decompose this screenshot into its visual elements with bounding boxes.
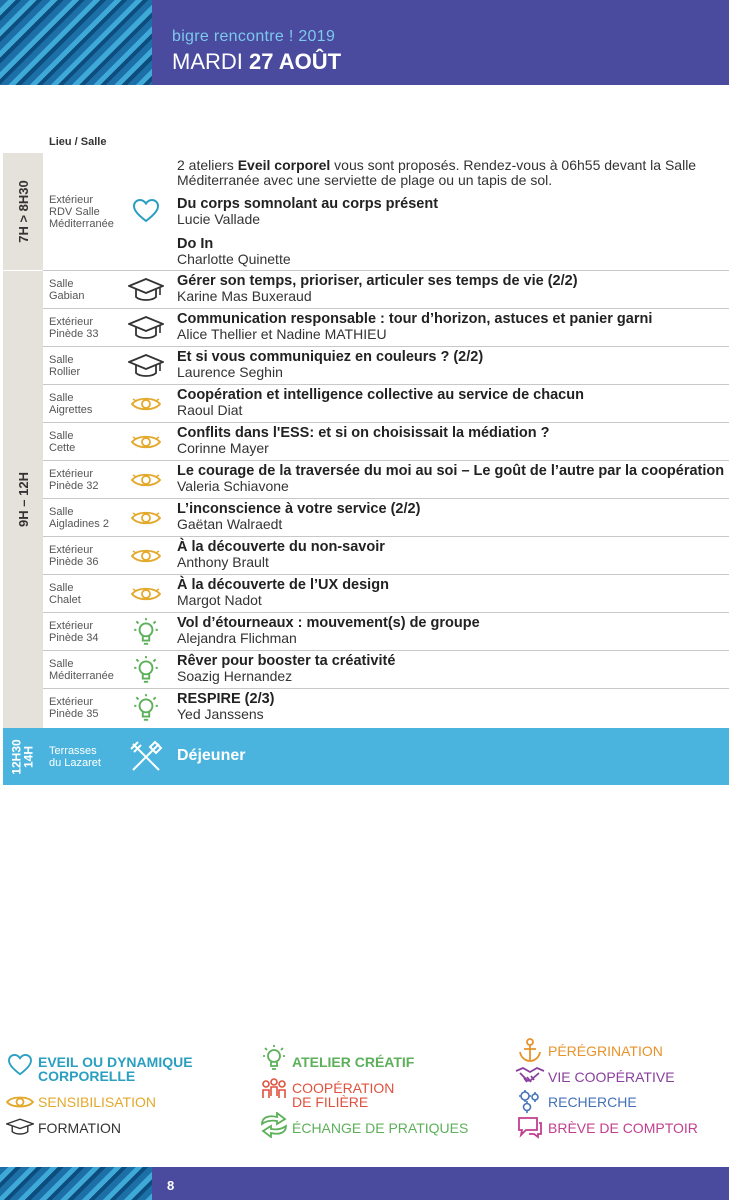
graduation-cap-icon (4, 1114, 36, 1140)
lightbulb-icon (128, 693, 164, 723)
session-speaker: Valeria Schiavone (177, 478, 289, 494)
location (49, 745, 101, 769)
event-subtitle: bigre rencontre ! 2019 (172, 28, 336, 45)
legend-echange (258, 1112, 468, 1138)
session-text (177, 654, 725, 685)
location-line: Salle (49, 392, 74, 404)
legend-label: FORMATION (38, 1120, 121, 1136)
session-title: Du corps somnolant au corps présent (177, 196, 439, 212)
date-label: 27 AOÛT (249, 49, 342, 74)
graduation-cap-icon (128, 275, 164, 305)
legend-line: COOPÉRATION (292, 1080, 395, 1096)
location-line: RDV Salle (49, 206, 100, 218)
location-line: Rollier (49, 366, 81, 378)
eye-icon (128, 389, 164, 419)
eye-icon (128, 503, 164, 533)
legend-recherche (514, 1088, 637, 1114)
eye-icon (4, 1089, 36, 1115)
session-text (177, 540, 725, 571)
legend-label (292, 1081, 394, 1109)
session-speaker: Alejandra Flichman (177, 630, 297, 646)
heart-icon (128, 196, 164, 226)
session-row (43, 651, 729, 689)
location-line: Chalet (49, 594, 81, 606)
session-text (177, 578, 725, 609)
legend-breve (514, 1114, 698, 1140)
session-speaker: Soazig Hernandez (177, 668, 293, 684)
location-line: Salle (49, 430, 74, 442)
session-speaker: Alice Thellier et Nadine MATHIEU (177, 326, 387, 342)
session-speaker: Lucie Vallade (177, 211, 261, 227)
early-session-row (43, 153, 729, 271)
location (49, 506, 129, 530)
location-line: Extérieur (49, 544, 94, 556)
intro-text: 2 ateliers (177, 157, 238, 173)
legend-sensibilisation (4, 1089, 156, 1115)
session-row (43, 575, 729, 613)
location-line: Extérieur (49, 620, 94, 632)
session-title: Communication responsable : tour d’horizon, astuces et panier garni (177, 311, 653, 327)
session-title: Le courage de la traversée du moi au soi – Le goût de l’autre par la coopération (177, 463, 725, 479)
session-text (177, 426, 725, 457)
page-title (172, 49, 341, 75)
intro-bold: Eveil corporel (237, 157, 331, 173)
session-title: Gérer son temps, prioriser, articuler ses temps de vie (2/2) (177, 273, 578, 289)
session-speaker: Corinne Mayer (177, 440, 269, 456)
legend-cooperation (258, 1078, 394, 1109)
lunch-row (3, 728, 729, 785)
early-intro (177, 158, 725, 188)
legend-vie-cooperative (514, 1063, 675, 1089)
location-line: Aigrettes (49, 404, 93, 416)
session-row (43, 613, 729, 651)
legend-label: BRÈVE DE COMPTOIR (548, 1120, 698, 1136)
time-label: 7H > 8H30 (15, 180, 31, 243)
session-text (177, 502, 725, 533)
location (49, 194, 129, 230)
location-line: Extérieur (49, 194, 94, 206)
page-number: 8 (167, 1178, 175, 1193)
session-title: L’inconscience à votre service (2/2) (177, 501, 421, 517)
session-text (177, 464, 725, 495)
lunch-time-block (3, 728, 43, 785)
session-title: Rêver pour booster ta créativité (177, 653, 396, 669)
location (49, 354, 129, 378)
gears-icon (514, 1088, 546, 1114)
location-line: Pinède 35 (49, 708, 99, 720)
legend-label: SENSIBILISATION (38, 1094, 156, 1110)
eye-icon (128, 541, 164, 571)
location-line: Terrasses (49, 745, 97, 757)
location-line: Aigladines 2 (49, 518, 109, 530)
session-early-2 (177, 237, 725, 267)
legend-atelier (258, 1045, 414, 1071)
session-row (43, 537, 729, 575)
intro-text: vous sont proposés. Rendez-vous à 06h55 devant la Salle Méditerranée avec une serviette de plage ou un tapis de sol. (177, 157, 697, 188)
legend-line: CORPORELLE (38, 1068, 136, 1084)
location-line: Salle (49, 506, 74, 518)
location-line: Méditerranée (49, 670, 114, 682)
session-title: Vol d’étourneaux : mouvement(s) de groupe (177, 615, 480, 631)
eye-icon (128, 579, 164, 609)
session-title: Et si vous communiquiez en couleurs ? (2/2) (177, 349, 484, 365)
session-row (43, 385, 729, 423)
session-title: Coopération et intelligence collective au service de chacun (177, 387, 584, 403)
location (49, 392, 129, 416)
session-speaker: Laurence Seghin (177, 364, 283, 380)
location-line: Extérieur (49, 468, 94, 480)
location-line: Salle (49, 278, 74, 290)
time-label: 9H – 12H (15, 472, 31, 527)
footer-band (0, 1167, 729, 1200)
lunch-title: Déjeuner (177, 747, 246, 764)
session-early-1 (177, 197, 725, 227)
rope-image (0, 0, 152, 85)
lightbulb-icon (128, 617, 164, 647)
session-title: Conflits dans l'ESS: et si on choisissait la médiation ? (177, 425, 550, 441)
day-label: MARDI (172, 49, 243, 74)
session-row (43, 271, 729, 309)
session-speaker: Raoul Diat (177, 402, 243, 418)
location-line: Pinède 36 (49, 556, 99, 568)
legend-line: DE FILIÈRE (292, 1094, 369, 1110)
session-row (43, 499, 729, 537)
session-title: À la découverte du non-savoir (177, 539, 385, 555)
legend-formation (4, 1114, 121, 1140)
location-line: Cette (49, 442, 76, 454)
graduation-cap-icon (128, 351, 164, 381)
anchor-icon (514, 1037, 546, 1063)
session-text (177, 312, 725, 343)
session-row (43, 423, 729, 461)
location (49, 430, 129, 454)
session-title: À la découverte de l’UX design (177, 577, 389, 593)
location-line: Méditerranée (49, 218, 114, 230)
location (49, 582, 129, 606)
time-block-early (3, 153, 43, 270)
legend-peregrination (514, 1037, 663, 1063)
location (49, 658, 129, 682)
exchange-arrows-icon (258, 1112, 290, 1138)
location-line: Pinède 33 (49, 328, 99, 340)
location (49, 544, 129, 568)
session-text (177, 616, 725, 647)
legend-line: EVEIL OU DYNAMIQUE (38, 1054, 193, 1070)
location (49, 696, 129, 720)
session-title: RESPIRE (2/3) (177, 691, 275, 707)
handshake-icon (514, 1063, 546, 1089)
location-line: Extérieur (49, 316, 94, 328)
session-speaker: Anthony Brault (177, 554, 269, 570)
time-label (11, 739, 35, 774)
location-line: Pinède 34 (49, 632, 99, 644)
location (49, 316, 129, 340)
people-icon (258, 1078, 290, 1104)
session-row (43, 689, 729, 728)
legend-label: RECHERCHE (548, 1094, 637, 1110)
location-line: Gabian (49, 290, 85, 302)
legend-eveil (4, 1052, 193, 1083)
session-speaker: Margot Nadot (177, 592, 262, 608)
session-title: Do In (177, 236, 214, 252)
legend-label: ATELIER CRÉATIF (292, 1054, 415, 1070)
legend-label (38, 1055, 193, 1083)
legend-label: ÉCHANGE DE PRATIQUES (292, 1120, 469, 1136)
session-row (43, 347, 729, 385)
rope-image (0, 1167, 152, 1200)
time-line: 12H30 (10, 738, 24, 775)
location-line: Salle (49, 658, 74, 670)
location (49, 468, 129, 492)
legend-label: VIE COOPÉRATIVE (548, 1069, 675, 1085)
heart-icon (4, 1052, 36, 1078)
speech-bubble-icon (514, 1114, 546, 1140)
location-line: Pinède 32 (49, 480, 99, 492)
session-text (177, 274, 725, 305)
location-line: Salle (49, 582, 74, 594)
session-speaker: Gaëtan Walraedt (177, 516, 283, 532)
location-line: du Lazaret (49, 757, 101, 769)
location (49, 620, 129, 644)
session-speaker: Charlotte Quinette (177, 251, 291, 267)
session-row (43, 309, 729, 347)
eye-icon (128, 427, 164, 457)
lightbulb-icon (258, 1045, 290, 1071)
session-speaker: Yed Janssens (177, 706, 264, 722)
location-line: Salle (49, 354, 74, 366)
session-speaker: Karine Mas Buxeraud (177, 288, 312, 304)
graduation-cap-icon (128, 313, 164, 343)
time-block-morning (3, 271, 43, 728)
session-text (177, 692, 725, 723)
legend-label: PÉRÉGRINATION (548, 1043, 663, 1059)
eye-icon (128, 465, 164, 495)
header-band (0, 0, 729, 85)
session-row (43, 461, 729, 499)
location (49, 278, 129, 302)
lightbulb-icon (128, 655, 164, 685)
location-line: Extérieur (49, 696, 94, 708)
session-text (177, 388, 725, 419)
cutlery-icon (129, 740, 163, 779)
time-line: 14H (22, 745, 36, 768)
session-text (177, 350, 725, 381)
column-header-location: Lieu / Salle (49, 136, 107, 148)
